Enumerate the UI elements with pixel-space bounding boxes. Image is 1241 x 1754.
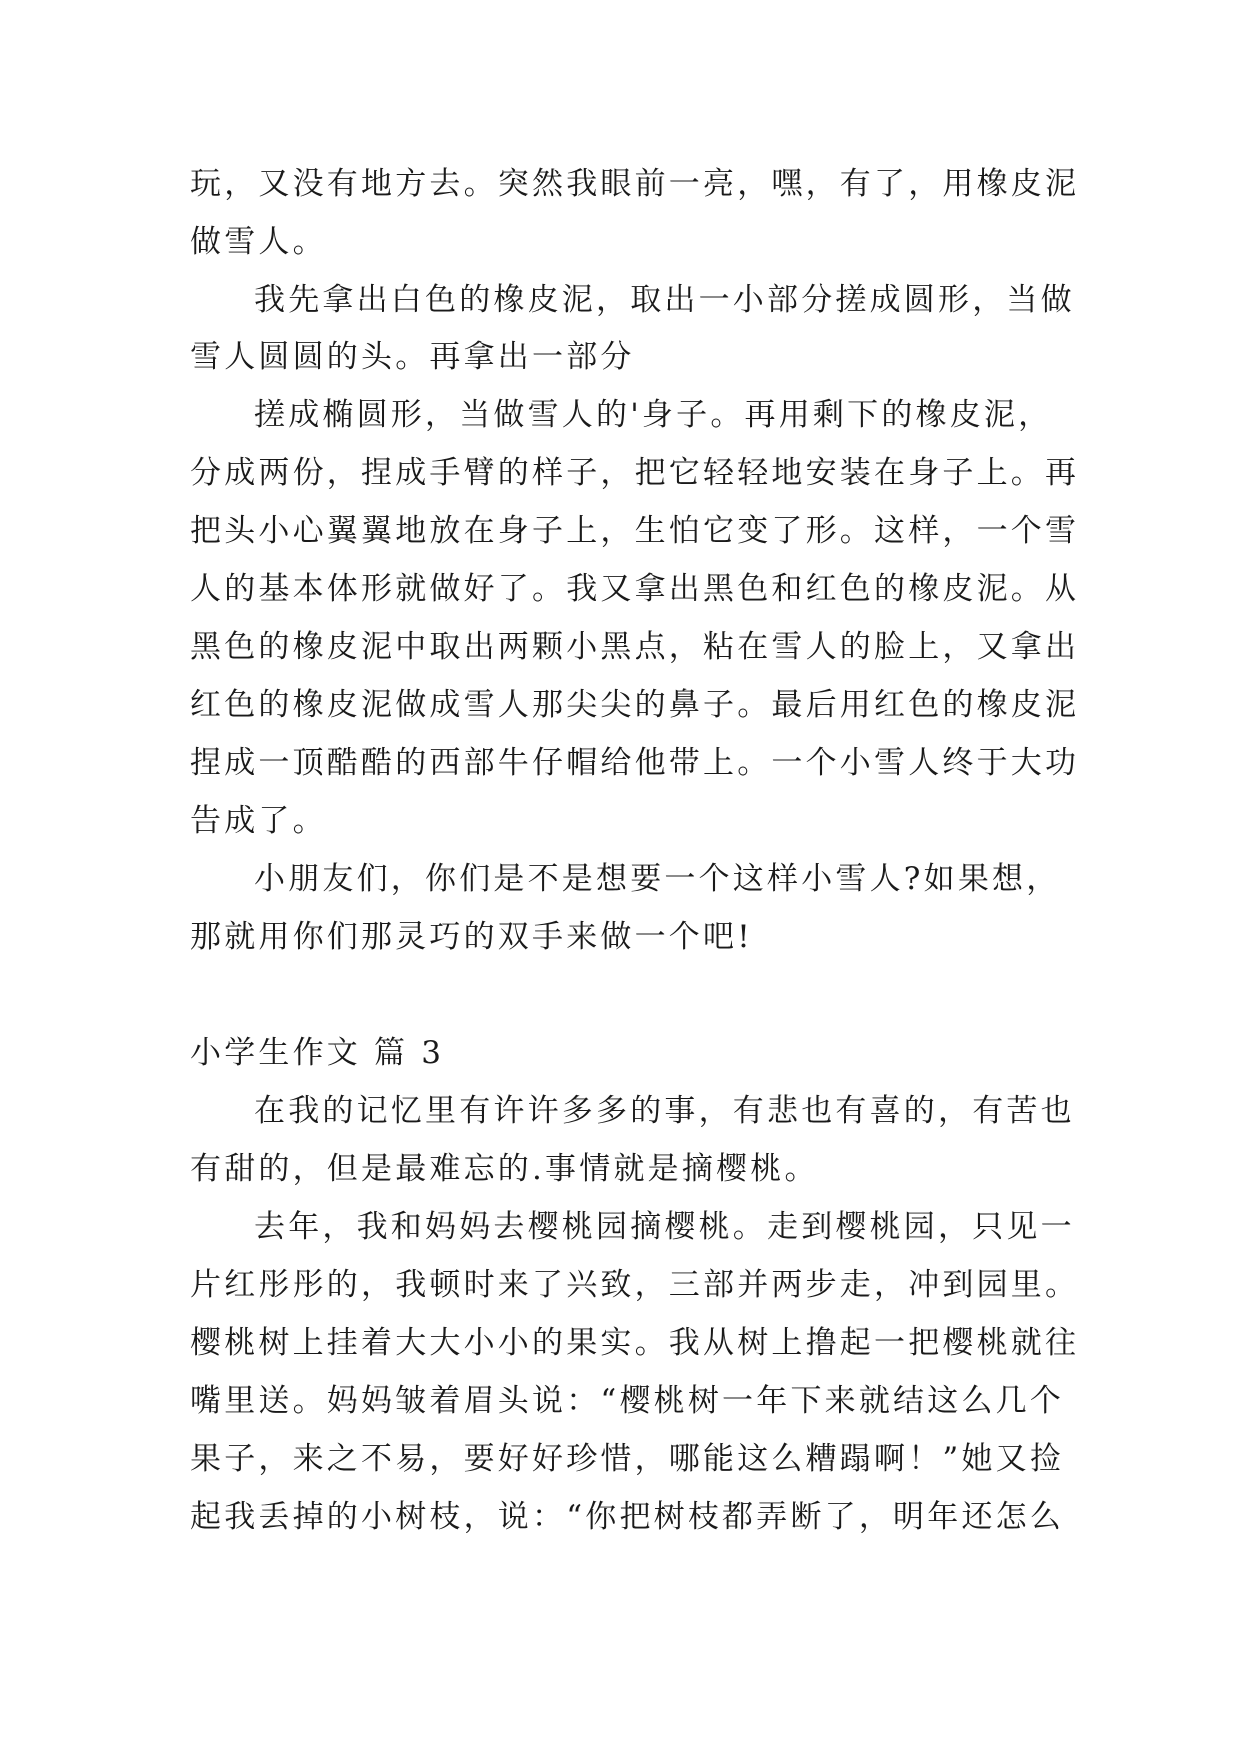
paragraph-line: 去年，我和妈妈去樱桃园摘樱桃。走到樱桃园，只见一 [254,1209,1075,1245]
paragraph-line: 捏成一顶酷酷的西部牛仔帽给他带上。一个小雪人终于大功 [190,745,1080,781]
paragraph-line: 红色的橡皮泥做成雪人那尖尖的鼻子。最后用红色的橡皮泥 [190,687,1080,723]
paragraph-line: 搓成椭圆形，当做雪人的'身子。再用剩下的橡皮泥， [254,397,1053,433]
paragraph-line: 在我的记忆里有许许多多的事，有悲也有喜的，有苦也 [254,1093,1075,1129]
paragraph-line: 有甜的，但是最难忘的.事情就是摘樱桃。 [190,1151,819,1187]
paragraph-line: 果子，来之不易，要好好珍惜，哪能这么糟蹋啊！”她又捡 [190,1441,1065,1477]
paragraph-line: 雪人圆圆的头。再拿出一部分 [190,339,635,375]
paragraph-line: 我先拿出白色的橡皮泥，取出一小部分搓成圆形，当做 [254,282,1075,318]
paragraph-line: 小朋友们，你们是不是想要一个这样小雪人?如果想， [254,861,1061,897]
paragraph-line: 黑色的橡皮泥中取出两颗小黑点，粘在雪人的脸上，又拿出 [190,629,1080,665]
section-heading: 小学生作文 篇 3 [190,1035,445,1071]
paragraph-line: 做雪人。 [190,224,327,260]
paragraph-line: 起我丢掉的小树枝，说：“你把树枝都弄断了，明年还怎么 [190,1499,1065,1535]
paragraph-line: 嘴里送。妈妈皱着眉头说：“樱桃树一年下来就结这么几个 [190,1383,1065,1419]
paragraph-line: 樱桃树上挂着大大小小的果实。我从树上撸起一把樱桃就往 [190,1325,1080,1361]
paragraph-line: 把头小心翼翼地放在身子上，生怕它变了形。这样，一个雪 [190,513,1080,549]
paragraph-line: 人的基本体形就做好了。我又拿出黑色和红色的橡皮泥。从 [190,571,1080,607]
paragraph-line: 那就用你们那灵巧的双手来做一个吧! [190,919,753,955]
paragraph-line: 片红彤彤的，我顿时来了兴致，三部并两步走，冲到园里。 [190,1267,1080,1303]
paragraph-line: 告成了。 [190,803,327,839]
paragraph-line: 分成两份，捏成手臂的样子，把它轻轻地安装在身子上。再 [190,455,1080,491]
paragraph-line: 玩，又没有地方去。突然我眼前一亮，嘿，有了，用橡皮泥 [190,166,1080,202]
